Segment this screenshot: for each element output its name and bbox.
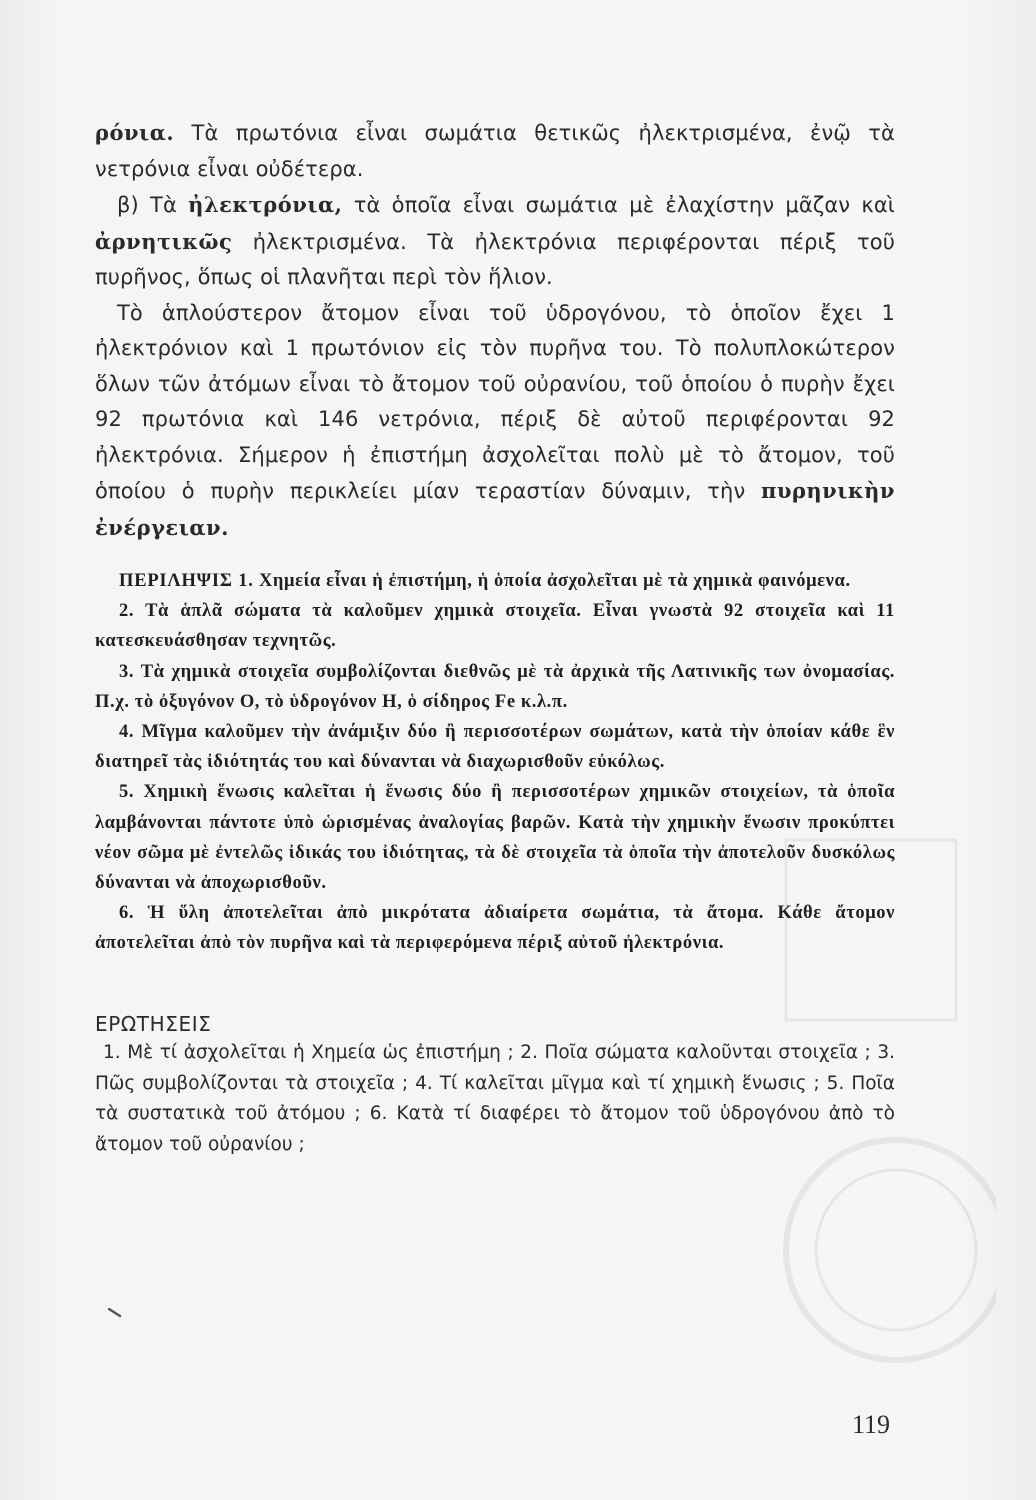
- intro-text: [95, 115, 895, 546]
- text-run: β) Τὰ: [117, 193, 189, 217]
- summary-section: [95, 566, 895, 959]
- ink-speck: [108, 1308, 122, 1318]
- summary-item: [95, 566, 895, 596]
- text-run: Τὸ ἁπλούστερον ἄτομον εἶναι τοῦ ὑδρογόνου, τὸ ὁποῖον ἔχει 1 ἠλεκτρόνιον καὶ 1 πρωτόνιον εἰς τὸν πυρῆνα του. Τὸ πολυπλοκώτερον ὅλων τῶν ἀτόμων εἶναι τὸ ἄτομον τοῦ οὐρανίου, τοῦ ὁποίου ὁ πυρὴν ἔχει 92 πρωτόνια καὶ 146 νετρόνια, πέριξ δὲ αὐτοῦ περιφέρονται 92 ἠλεκτρόνια. Σήμερον ἡ ἐπιστήμη ἀσχολεῖται πολὺ μὲ τὸ ἄτομον, τοῦ ὁποίου ὁ πυρὴν περικλείει μίαν τεραστίαν δύναμιν, τὴν: [95, 300, 895, 503]
- bold-term: ἀρνητικῶς: [95, 228, 233, 254]
- summary-item-text: Χημεία εἶναι ἡ ἐπιστήμη, ἡ ὁποία ἀσχολεῖται μὲ τὰ χημικὰ φαινόμενα.: [258, 571, 851, 591]
- summary-item: 4. Μῖγμα καλοῦμεν τὴν ἀνάμιξιν δύο ἢ περισσοτέρων σωμάτων, κατὰ τὴν ὁποίαν κάθε ἓν διατηρεῖ τὰς ἰδιότητάς του καὶ δύνανται νὰ διαχωρισθοῦν εὐκόλως.: [95, 722, 895, 773]
- questions-title: ΕΡΩΤΗΣΕΙΣ: [95, 1012, 212, 1036]
- questions-text: 1. Μὲ τί ἀσχολεῖται ἡ Χημεία ὡς ἐπιστήμη ; 2. Ποῖα σώματα καλοῦνται στοιχεῖα ; 3. Πῶς συμβολίζονται τὰ στοιχεῖα ; 4. Τί καλεῖται μῖγμα καὶ τί χημικὴ ἕνωσις ; 5. Ποῖα τὰ συστατικὰ τοῦ ἀτόμου ; 6. Κατὰ τί διαφέρει τὸ ἄτομον τοῦ ὑδρογόνου ἀπὸ τὸ ἄτομον τοῦ οὐρανίου ;: [95, 1042, 895, 1155]
- summary-item: 2. Τὰ ἁπλᾶ σώματα τὰ καλοῦμεν χημικὰ στοιχεῖα. Εἶναι γνωστὰ 92 στοιχεῖα καὶ 11 κατεσκευάσθησαν τεχνητῶς.: [95, 601, 895, 652]
- intro-paragraph-2: [95, 187, 895, 296]
- summary-item: 5. Χημικὴ ἕνωσις καλεῖται ἡ ἕνωσις δύο ἢ περισσοτέρων χημικῶν στοιχείων, τὰ ὁποῖα λαμβάνονται πάντοτε ὑπὸ ὡρισμένας ἀναλογίας βαρῶν. Κατὰ τὴν χημικὴν ἕνωσιν προκύπτει νέον σῶμα μὲ ἐντελῶς ἰδικάς του ἰδιότητας, τὰ δὲ στοιχεῖα τὰ ὁποῖα τὴν ἀποτελοῦν δυσκόλως δύνανται νὰ ἀποχωρισθοῦν.: [95, 782, 895, 894]
- bold-term: ἠλεκτρόνια,: [188, 192, 343, 217]
- intro-paragraph-1: [95, 115, 895, 187]
- intro-paragraph-3: [95, 296, 895, 547]
- page-number: 119: [852, 1410, 891, 1439]
- text-run: τὰ ὁποῖα εἶναι σωμάτια μὲ ἐλαχίστην μᾶζαν καὶ: [342, 193, 895, 217]
- summary-item: 3. Τὰ χημικὰ στοιχεῖα συμβολίζονται διεθνῶς μὲ τὰ ἀρχικὰ τῆς Λατινικῆς των ὀνομασίας. Π.χ. τὸ ὀξυγόνον Ο, τὸ ὑδρογόνον Η, ὁ σίδηρος Fe κ.λ.π.: [95, 661, 895, 712]
- text-run: Τὰ πρωτόνια εἶναι σωμάτια θετικῶς ἠλεκτρισμένα, ἐνῷ τὰ νετρόνια εἶναι οὐδέτερα.: [95, 121, 895, 181]
- bold-term: πυρηνικὴν ἐνέργειαν.: [95, 478, 895, 540]
- text-run: ἠλεκτρισμένα. Τὰ ἠλεκτρόνια περιφέρονται πέριξ τοῦ πυρῆνος, ὅπως οἱ πλανῆται περὶ τὸν ἥλιον.: [95, 229, 895, 289]
- summary-item: 6. Ἡ ὕλη ἀποτελεῖται ἀπὸ μικρότατα ἀδιαίρετα σωμάτια, τὰ ἄτομα. Κάθε ἄτομον ἀποτελεῖται ἀπὸ τὸν πυρῆνα καὶ τὰ περιφερόμενα πέριξ αὐτοῦ ἠλεκτρόνια.: [95, 903, 895, 954]
- bold-term: ρόνια.: [95, 120, 175, 145]
- summary-heading: ΠΕΡΙΛΗΨΙΣ 1.: [119, 571, 254, 591]
- questions-section: [95, 1038, 895, 1160]
